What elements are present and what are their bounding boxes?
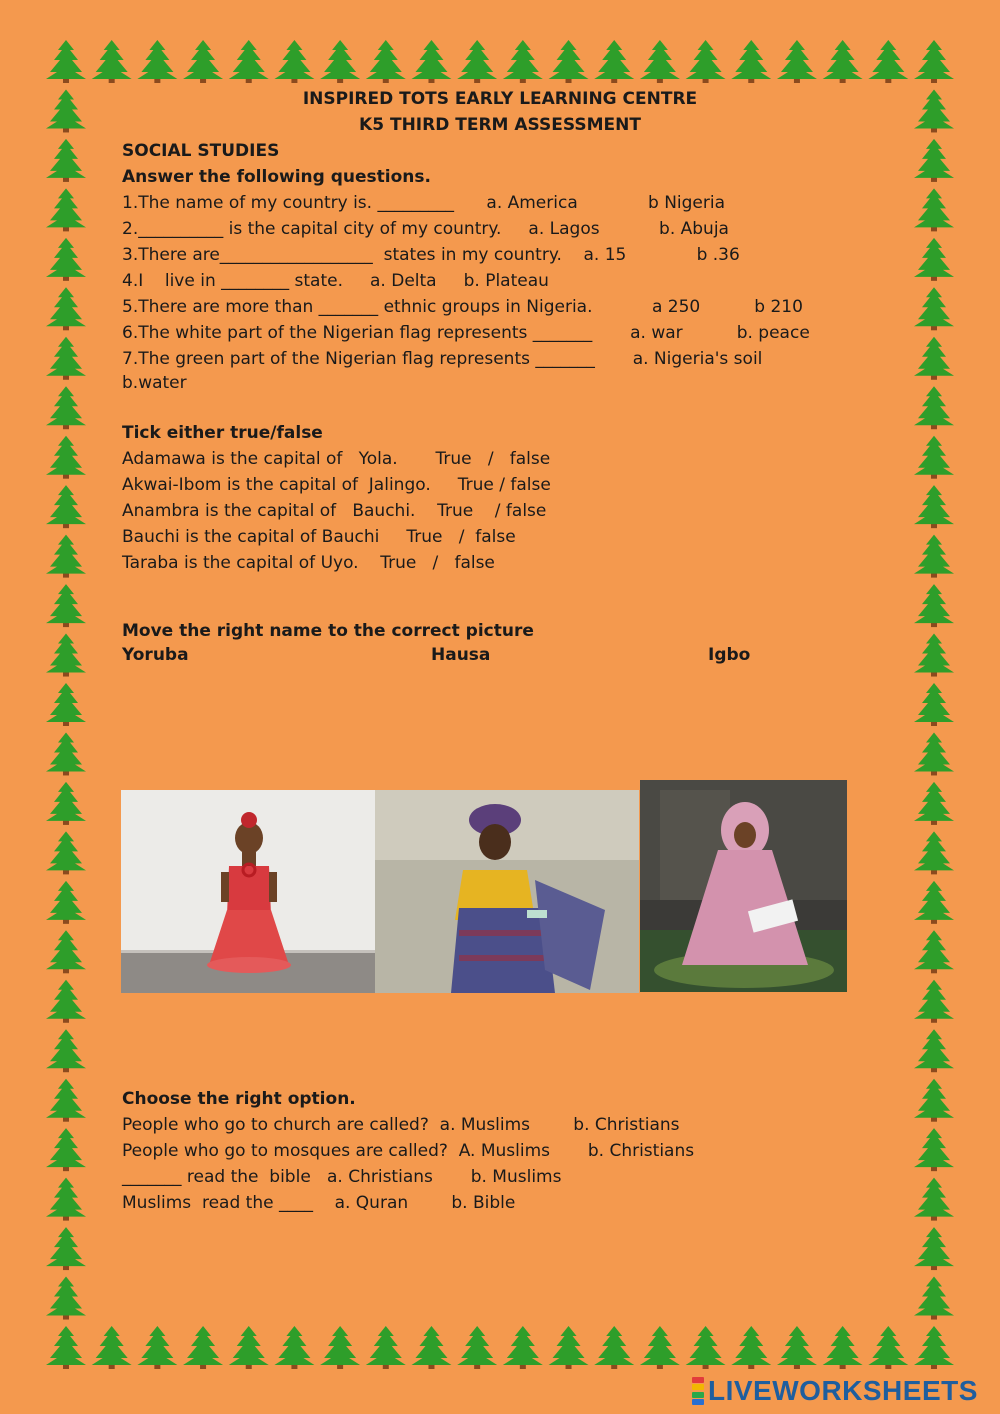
true-false-1[interactable]: Adamawa is the capital of Yola. True / false [122,449,551,469]
section3-title: Move the right name to the correct picture [122,621,534,641]
logo-text: LIVEWORKSHEETS [708,1375,978,1406]
draggable-name-hausa[interactable]: Hausa [431,645,491,665]
question-2[interactable]: 2.__________ is the capital city of my country. a. Lagos b. Abuja [122,219,729,239]
draggable-name-igbo[interactable]: Igbo [708,645,751,665]
true-false-2[interactable]: Akwai-Ibom is the capital of Jalingo. True / false [122,475,551,495]
igbo-girl-photo[interactable] [121,790,375,993]
logo-mark-icon [692,1377,704,1405]
hausa-girl-photo[interactable] [640,780,847,992]
question-1[interactable]: 1.The name of my country is. _________ a. America b Nigeria [122,193,726,213]
assessment-title: K5 THIRD TERM ASSESSMENT [359,115,641,135]
question-3[interactable]: 3.There are__________________ states in my country. a. 15 b .36 [122,245,740,265]
option-question-2[interactable]: People who go to mosques are called? A. Muslims b. Christians [122,1141,695,1161]
liveworksheets-logo [692,1374,978,1408]
option-question-3[interactable]: _______ read the bible a. Christians b. Muslims [122,1167,562,1187]
yoruba-girl-photo[interactable] [375,790,639,993]
subject-title: SOCIAL STUDIES [122,141,280,161]
question-7-option-b[interactable]: b.water [122,373,187,393]
draggable-name-yoruba[interactable]: Yoruba [122,645,189,665]
section4-title: Choose the right option. [122,1089,356,1109]
question-4[interactable]: 4.I live in ________ state. a. Delta b. Plateau [122,271,549,291]
true-false-4[interactable]: Bauchi is the capital of Bauchi True / false [122,527,516,547]
school-name: INSPIRED TOTS EARLY LEARNING CENTRE [302,89,698,109]
true-false-5[interactable]: Taraba is the capital of Uyo. True / false [122,553,495,573]
true-false-3[interactable]: Anambra is the capital of Bauchi. True / false [122,501,547,521]
question-7[interactable]: 7.The green part of the Nigerian flag represents _______ a. Nigeria's soil [122,349,763,369]
option-question-1[interactable]: People who go to church are called? a. Muslims b. Christians [122,1115,680,1135]
section1-title: Answer the following questions. [122,167,431,187]
question-5[interactable]: 5.There are more than _______ ethnic groups in Nigeria. a 250 b 210 [122,297,803,317]
section2-title: Tick either true/false [122,423,323,443]
option-question-4[interactable]: Muslims read the ____ a. Quran b. Bible [122,1193,516,1213]
question-6[interactable]: 6.The white part of the Nigerian flag represents _______ a. war b. peace [122,323,810,343]
